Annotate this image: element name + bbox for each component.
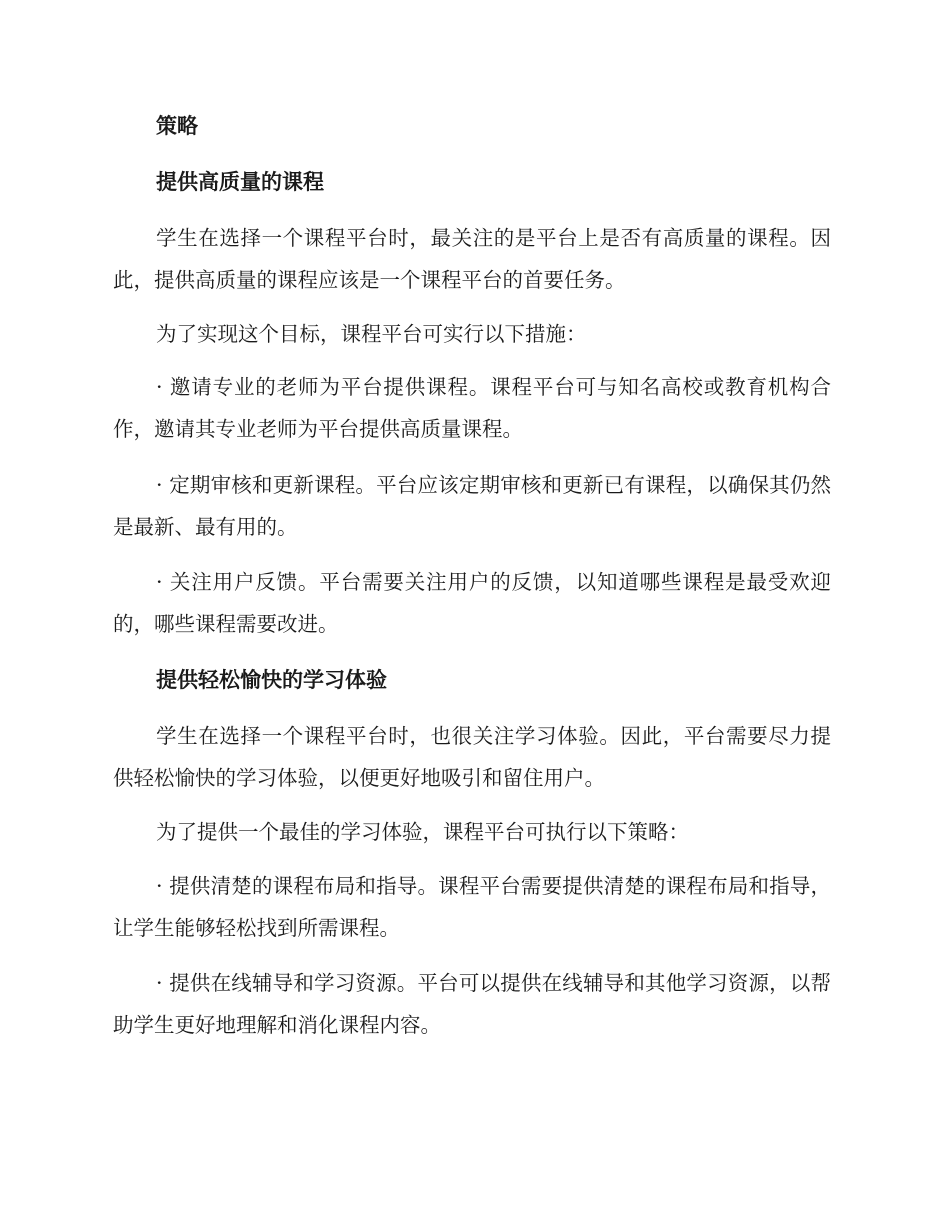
paragraph: 学生在选择一个课程平台时，也很关注学习体验。因此，平台需要尽力提供轻松愉快的学习体验，以便更好地吸引和留住用户。 [113,724,831,790]
bullet-item: · 关注用户反馈。平台需要关注用户的反馈，以知道哪些课程是最受欢迎的，哪些课程需要改进。 [113,570,831,636]
paragraph: 为了提供一个最佳的学习体验，课程平台可执行以下策略： [156,820,689,844]
section-heading: 提供轻松愉快的学习体验 [156,668,387,692]
bullet-item: · 邀请专业的老师为平台提供课程。课程平台可与知名高校或教育机构合作，邀请其专业老师为平台提供高质量课程。 [113,375,831,441]
document-title: 策略 [156,114,198,138]
bullet-item: · 定期审核和更新课程。平台应该定期审核和更新已有课程，以确保其仍然是最新、最有用的。 [113,473,831,539]
section-heading: 提供高质量的课程 [156,170,324,194]
paragraph: 学生在选择一个课程平台时，最关注的是平台上是否有高质量的课程。因此，提供高质量的课程应该是一个课程平台的首要任务。 [113,226,831,292]
paragraph: 为了实现这个目标，课程平台可实行以下措施： [156,322,587,346]
bullet-item: · 提供在线辅导和学习资源。平台可以提供在线辅导和其他学习资源，以帮助学生更好地理解和消化课程内容。 [113,971,831,1037]
bullet-item: · 提供清楚的课程布局和指导。课程平台需要提供清楚的课程布局和指导，让学生能够轻松找到所需课程。 [113,874,831,940]
